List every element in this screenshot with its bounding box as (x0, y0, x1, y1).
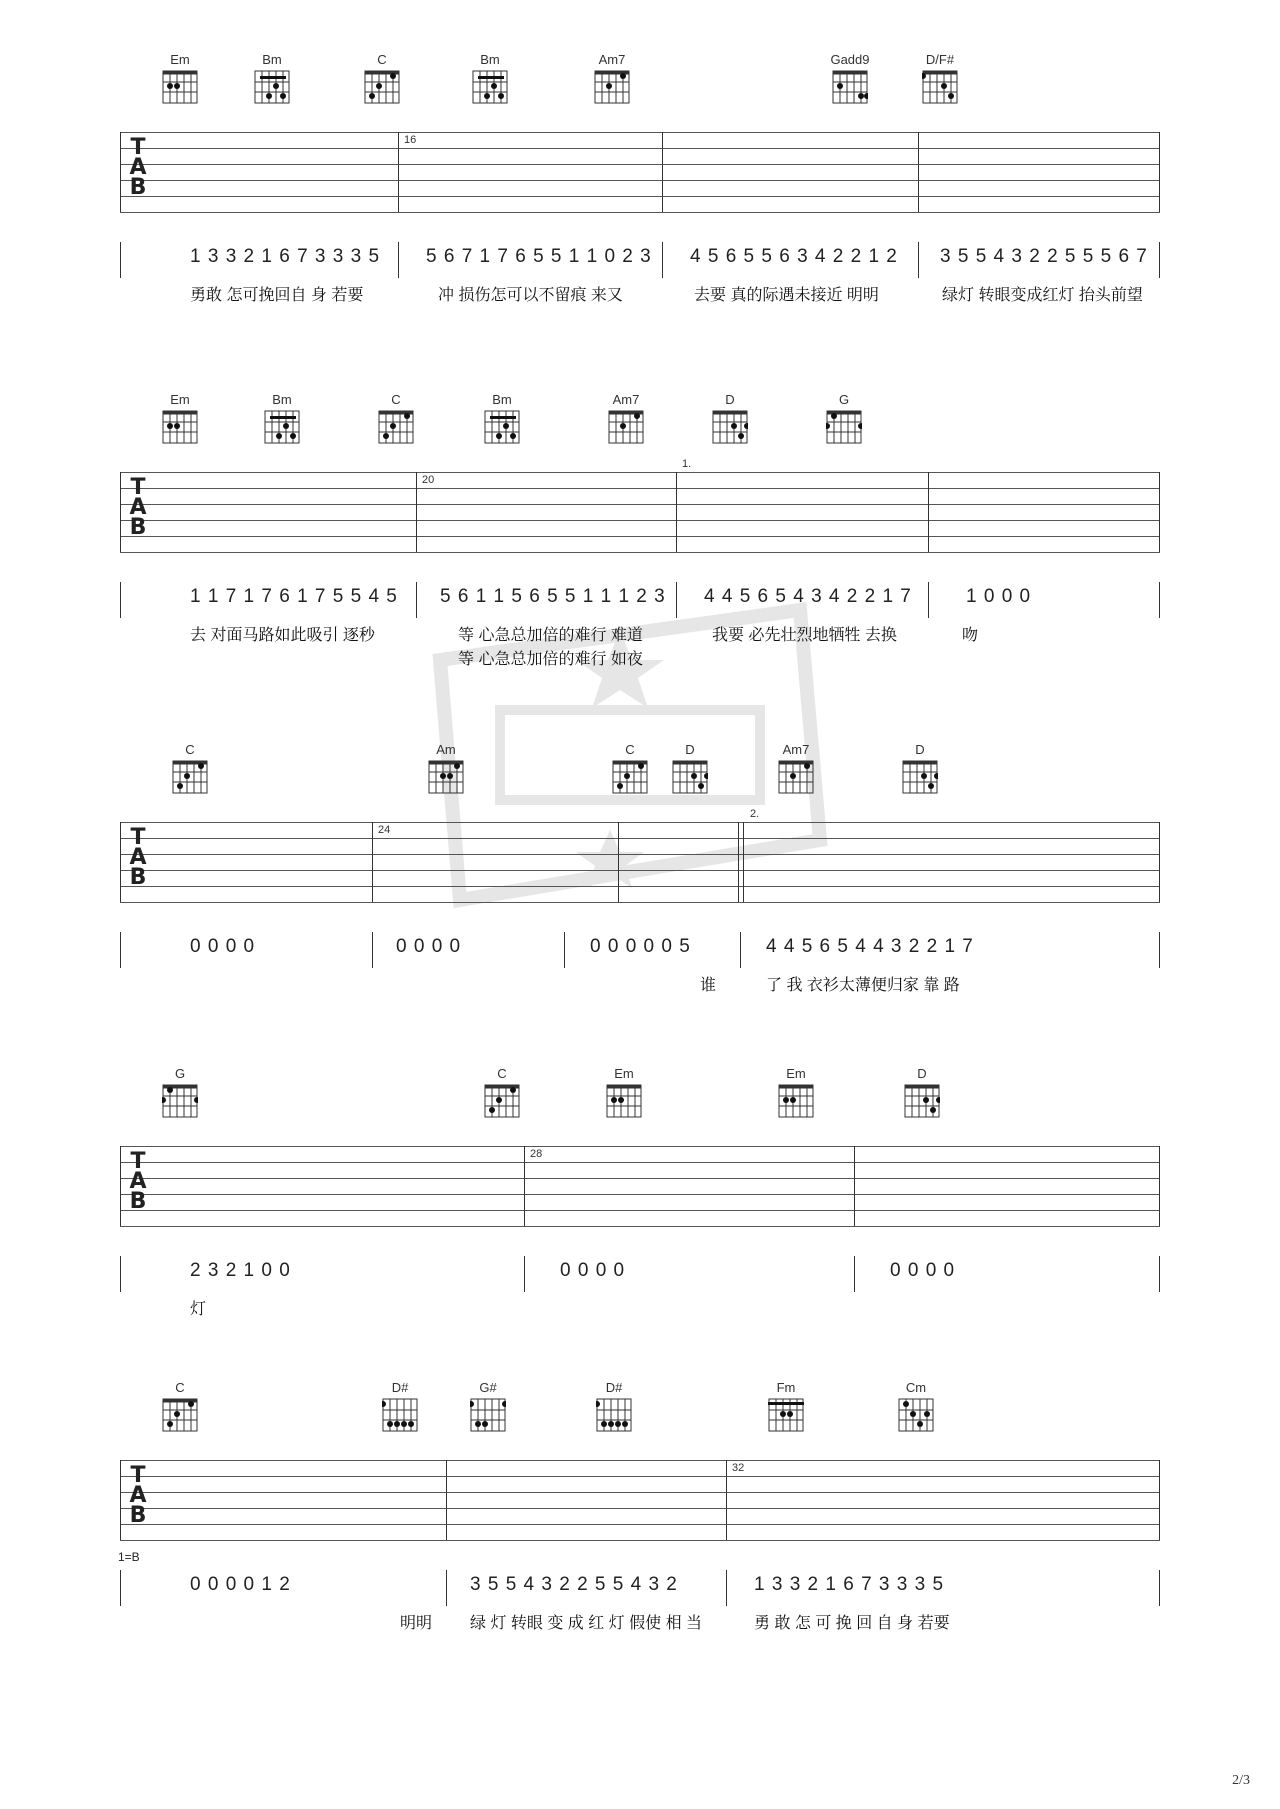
notation-measure: 3 5 5 4 3 2 2 5 5 5 6 7 (940, 246, 1148, 267)
notation-measure: 0 0 0 0 (890, 1260, 956, 1281)
system-4 (120, 1066, 1160, 1320)
lyric-line: 绿灯 转眼变成红灯 抬头前望 (942, 287, 1143, 304)
chord-name: Am7 (598, 52, 626, 67)
chord-grid-icon (378, 410, 414, 444)
chord-grid-icon (768, 1398, 804, 1432)
tab-clef: T A B (129, 825, 147, 890)
chord-diagram (910, 52, 970, 104)
chord-diagram (766, 742, 826, 794)
chord-row (120, 52, 1160, 132)
numbered-notation-row (120, 932, 1160, 972)
tab-clef: T A B (129, 135, 147, 200)
chord-row (120, 1066, 1160, 1146)
chord-name: G (174, 1066, 186, 1081)
tab-staff (120, 1146, 1160, 1242)
chord-name: Em (170, 392, 190, 407)
chord-grid-icon (778, 760, 814, 794)
chord-diagram (472, 392, 532, 444)
notation-measure: 0 0 0 0 (560, 1260, 626, 1281)
lyric-line: 等 心急总加倍的难行 难道 (458, 627, 643, 644)
notation-measure: 0 0 0 0 (190, 936, 256, 957)
system-5 (120, 1380, 1160, 1634)
chord-grid-icon (594, 70, 630, 104)
system-1 (120, 52, 1160, 306)
chord-diagram (660, 742, 720, 794)
lyric-line: 去 对面马路如此吸引 逐秒 (190, 627, 375, 644)
lyric-line: 绿 灯 转眼 变 成 红 灯 假使 相 当 (470, 1615, 703, 1632)
chord-name: Em (170, 52, 190, 67)
lyrics-row (120, 1296, 1160, 1320)
notation-measure: 4 4 5 6 5 4 4 3 2 2 1 7 (766, 936, 974, 957)
chord-grid-icon (484, 1084, 520, 1118)
chord-grid-icon (606, 1084, 642, 1118)
chord-grid-icon (254, 70, 290, 104)
chord-diagram (472, 1066, 532, 1118)
tab-staff (120, 458, 1160, 568)
chord-grid-icon (778, 1084, 814, 1118)
chord-name: Gadd9 (830, 52, 870, 67)
lyric-line: 谁 (700, 977, 717, 994)
chord-grid-icon (612, 760, 648, 794)
chord-grid-icon (162, 1398, 198, 1432)
system-3 (120, 742, 1160, 996)
chord-name: Fm (776, 1380, 796, 1395)
chord-diagram (582, 52, 642, 104)
chord-grid-icon (472, 70, 508, 104)
notation-measure: 4 4 5 6 5 4 3 4 2 2 1 7 (704, 586, 912, 607)
chord-grid-icon (428, 760, 464, 794)
lyric-line: 灯 (190, 1301, 207, 1318)
chord-name: D (917, 1066, 927, 1081)
chord-name: Bm (492, 392, 512, 407)
chord-name: C (175, 1380, 185, 1395)
volta-ending: 1. (682, 458, 692, 470)
chord-grid-icon (484, 410, 520, 444)
chord-grid-icon (162, 70, 198, 104)
chord-name: Am7 (782, 742, 810, 757)
chord-grid-icon (672, 760, 708, 794)
chord-name: Bm (262, 52, 282, 67)
chord-diagram (820, 52, 880, 104)
chord-diagram (890, 742, 950, 794)
chord-diagram (416, 742, 476, 794)
chord-name: Cm (905, 1380, 927, 1395)
chord-grid-icon (470, 1398, 506, 1432)
notation-measure: 0 0 0 0 0 5 (590, 936, 691, 957)
chord-grid-icon (902, 760, 938, 794)
notation-measure: 1 3 3 2 1 6 7 3 3 3 5 (754, 1574, 945, 1595)
notation-measure: 1 3 3 2 1 6 7 3 3 3 5 (190, 246, 381, 267)
chord-name: C (185, 742, 195, 757)
chord-name: G (838, 392, 850, 407)
chord-diagram (370, 1380, 430, 1432)
lyric-line: 了 我 衣衫太薄便归家 靠 路 (766, 977, 960, 994)
chord-diagram (814, 392, 874, 444)
measure-number: 20 (422, 474, 435, 486)
lyric-line: 去要 真的际遇未接近 明明 (694, 287, 879, 304)
notation-measure: 5 6 7 1 7 6 5 5 1 1 0 2 3 (426, 246, 652, 267)
chord-grid-icon (826, 410, 862, 444)
lyrics-row (120, 972, 1160, 996)
chord-diagram (150, 1066, 210, 1118)
chord-diagram (766, 1066, 826, 1118)
chord-grid-icon (264, 410, 300, 444)
chord-name: C (391, 392, 401, 407)
lyrics-row (120, 1610, 1160, 1634)
lyric-line: 明明 (400, 1615, 433, 1632)
measure-number: 32 (732, 1462, 745, 1474)
chord-diagram (594, 1066, 654, 1118)
chord-diagram (700, 392, 760, 444)
chord-grid-icon (712, 410, 748, 444)
chord-row (120, 1380, 1160, 1460)
chord-name: C (625, 742, 635, 757)
system-2 (120, 392, 1160, 670)
chord-grid-icon (382, 1398, 418, 1432)
chord-name: D (685, 742, 695, 757)
lyrics-row-second (120, 646, 1160, 670)
chord-name: Am7 (612, 392, 640, 407)
chord-diagram (150, 392, 210, 444)
chord-name: D (725, 392, 735, 407)
chord-name: Bm (480, 52, 500, 67)
chord-row (120, 742, 1160, 822)
chord-grid-icon (904, 1084, 940, 1118)
lyric-line: 勇 敢 怎 可 挽 回 自 身 若要 (754, 1615, 950, 1632)
measure-number: 24 (378, 824, 391, 836)
chord-name: D (915, 742, 925, 757)
chord-diagram (886, 1380, 946, 1432)
lyric-line: 我要 必先壮烈地牺牲 去换 (712, 627, 897, 644)
chord-diagram (160, 742, 220, 794)
chord-grid-icon (172, 760, 208, 794)
chord-grid-icon (162, 1084, 198, 1118)
lyric-line: 等 心急总加倍的难行 如夜 (458, 651, 643, 668)
chord-diagram (892, 1066, 952, 1118)
chord-name: D# (391, 1380, 409, 1395)
notation-measure: 0 0 0 0 1 2 (190, 1574, 291, 1595)
chord-grid-icon (162, 410, 198, 444)
page-number: 2/3 (1232, 1773, 1250, 1788)
chord-diagram (460, 52, 520, 104)
notation-measure: 3 5 5 4 3 2 2 5 5 4 3 2 (470, 1574, 678, 1595)
chord-diagram (242, 52, 302, 104)
chord-diagram (352, 52, 412, 104)
chord-name: G# (479, 1380, 497, 1395)
chord-grid-icon (832, 70, 868, 104)
chord-name: D/F# (925, 52, 955, 67)
chord-name: Bm (272, 392, 292, 407)
notation-measure: 0 0 0 0 (396, 936, 462, 957)
volta-ending: 2. (750, 808, 760, 820)
chord-name: Em (614, 1066, 634, 1081)
chord-diagram (756, 1380, 816, 1432)
chord-diagram (458, 1380, 518, 1432)
tab-clef: T A B (129, 475, 147, 540)
chord-diagram (596, 392, 656, 444)
notation-measure: 1 0 0 0 (966, 586, 1032, 607)
tab-staff (120, 808, 1160, 918)
chord-row (120, 392, 1160, 472)
chord-diagram (600, 742, 660, 794)
chord-grid-icon (608, 410, 644, 444)
chord-grid-icon (898, 1398, 934, 1432)
lyric-line: 冲 损伤怎可以不留痕 来又 (438, 287, 623, 304)
chord-diagram (150, 1380, 210, 1432)
chord-name: Em (786, 1066, 806, 1081)
tab-clef: T A B (129, 1149, 147, 1214)
chord-name: C (497, 1066, 507, 1081)
notation-measure: 4 5 6 5 5 6 3 4 2 2 1 2 (690, 246, 898, 267)
key-signature: 1=B (118, 1550, 140, 1564)
numbered-notation-row (120, 242, 1160, 282)
notation-measure: 1 1 7 1 7 6 1 7 5 5 4 5 (190, 586, 398, 607)
chord-diagram (584, 1380, 644, 1432)
chord-name: D# (605, 1380, 623, 1395)
tab-staff (120, 1460, 1160, 1556)
measure-number: 28 (530, 1148, 543, 1160)
numbered-notation-row (120, 582, 1160, 622)
chord-grid-icon (922, 70, 958, 104)
chord-name: Am (436, 742, 456, 757)
lyrics-row (120, 282, 1160, 306)
notation-measure: 2 3 2 1 0 0 (190, 1260, 291, 1281)
chord-name: C (377, 52, 387, 67)
chord-diagram (366, 392, 426, 444)
lyric-line: 勇敢 怎可挽回自 身 若要 (190, 287, 364, 304)
notation-measure: 5 6 1 1 5 6 5 5 1 1 1 2 3 (440, 586, 666, 607)
lyric-line: 吻 (962, 627, 979, 644)
chord-grid-icon (364, 70, 400, 104)
measure-number: 16 (404, 134, 417, 146)
tab-staff (120, 132, 1160, 228)
chord-grid-icon (596, 1398, 632, 1432)
numbered-notation-row (118, 1550, 1160, 1610)
chord-diagram (252, 392, 312, 444)
tab-clef: T A B (129, 1463, 147, 1528)
numbered-notation-row (120, 1256, 1160, 1296)
chord-diagram (150, 52, 210, 104)
lyrics-row (120, 622, 1160, 646)
